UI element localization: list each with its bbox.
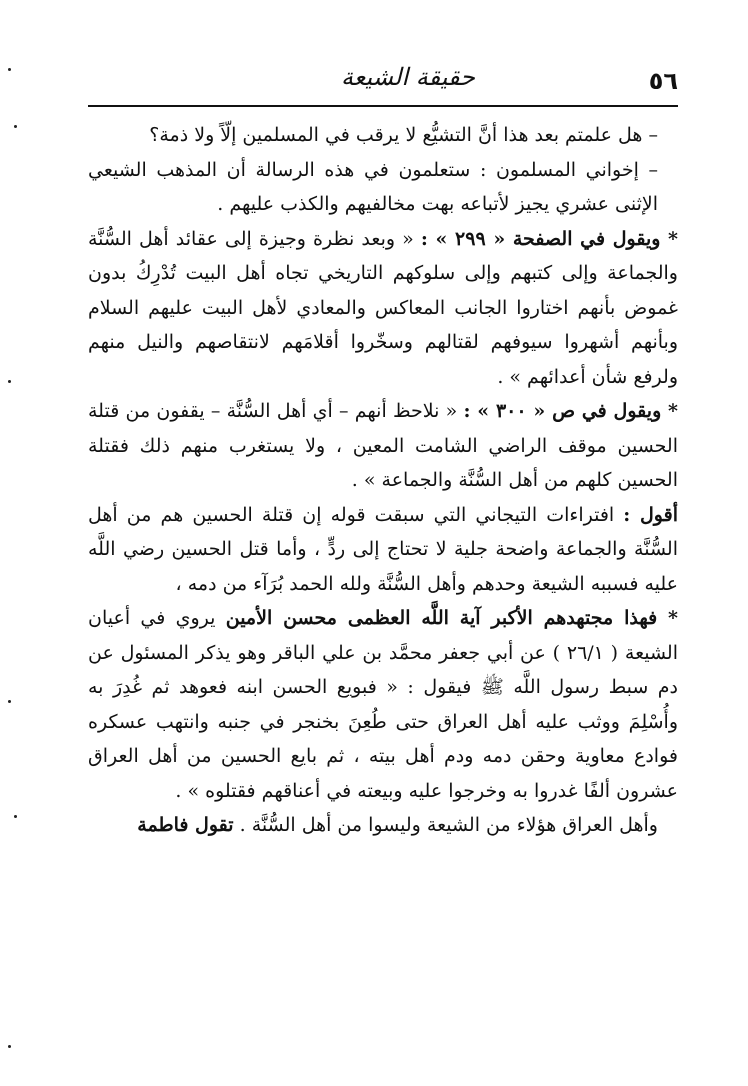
bold-text: أقول : (623, 503, 678, 526)
text-run: – إخواني المسلمون : ستعلمون في هذه الرسالة أن المذهب الشيعي الإثنى عشري يجيز لأتباعه بهت مخالفيهم والكذب عليهم . (88, 158, 658, 215)
paragraph (88, 498, 678, 602)
paragraph (88, 601, 678, 808)
bold-text: * ويقول في الصفحة « ٢٩٩ » : (420, 227, 678, 250)
margin-dot (14, 125, 17, 128)
text-run: وأهل العراق هؤلاء من الشيعة وليسوا من أهل السُّنَّة . (233, 814, 658, 836)
margin-dot (8, 700, 11, 703)
bold-text: تقول فاطمة (137, 814, 234, 836)
paragraph (88, 153, 678, 222)
page-number: ٥٦ (648, 67, 678, 95)
text-run: يروي في أعيان الشيعة ( ٢٦/١ ) عن أبي جعفر محمَّد بن علي الباقر وهو يذكر المسئول عن دم سبط رسول اللَّه ﷺ فيقول : « فبويع الحسن ابنه فعوهد ثم غُدِرَ به وأُسْلِمَ ووثب عليه أهل العراق حتى طُعِنَ بخنجر في جنبه وانتهب عسكره فوادع معاوية وحقن دمه ودم أهل بيته ، ثم بايع الحسين من أهل العراق عشرون ألفًا غدروا به وخرجوا عليه وبيعته في أعناقهم فقتلوه » . (88, 607, 678, 802)
body-text (88, 118, 678, 843)
text-run: افتراءات التيجاني التي سبقت قوله إن قتلة الحسين هم من أهل السُّنَّة والجماعة واضحة جلية لا تحتاج إلى ردٍّ ، وأما قتل الحسين رضي اللَّه عليه فسببه الشيعة وحدهم وأهل السُّنَّة ولله الحمد بُرَآء من دمه ، (88, 503, 678, 595)
margin-dot (8, 380, 11, 383)
paragraph (88, 222, 678, 395)
bold-text: * ويقول في ص « ٣٠٠ » : (463, 400, 678, 422)
paragraph (88, 394, 678, 498)
header-rule (88, 105, 678, 107)
text-run: – هل علمتم بعد هذا أنَّ التشيُّع لا يرقب في المسلمين إلّاً ولا ذمة؟ (149, 124, 658, 146)
margin-dot (14, 815, 17, 818)
text-run: « نلاحظ أنهم – أي أهل السُّنَّة – يقفون من قتلة الحسين موقف الراضي الشامت المعين ، ولا يستغرب منهم ذلك فقتلة الحسين كلهم من أهل السُّنَّة والجماعة » . (88, 400, 678, 491)
paragraph (88, 808, 678, 843)
margin-dot (8, 68, 11, 71)
running-title: حقيقة الشيعة (341, 63, 475, 91)
paragraph (88, 118, 678, 153)
text-run: « وبعد نظرة وجيزة إلى عقائد أهل السُّنَّة والجماعة وإلى كتبهم وإلى سلوكهم التاريخي تجاه أهل البيت تُدْرِكُ بدون غموض بأنهم اختاروا الجانب المعاكس والمعادي لأهل البيت عليهم السلام وبأنهم أشهروا سيوفهم لقتالهم وسخّروا أقلامَهم لانتقاصهم والنيل منهم ولرفع شأن أعدائهم » . (88, 227, 678, 388)
bold-text: * فهذا مجتهدهم الأكبر آية اللَّه العظمى محسن الأمين (225, 607, 678, 629)
margin-dot (8, 1045, 11, 1048)
page-header (88, 55, 678, 107)
